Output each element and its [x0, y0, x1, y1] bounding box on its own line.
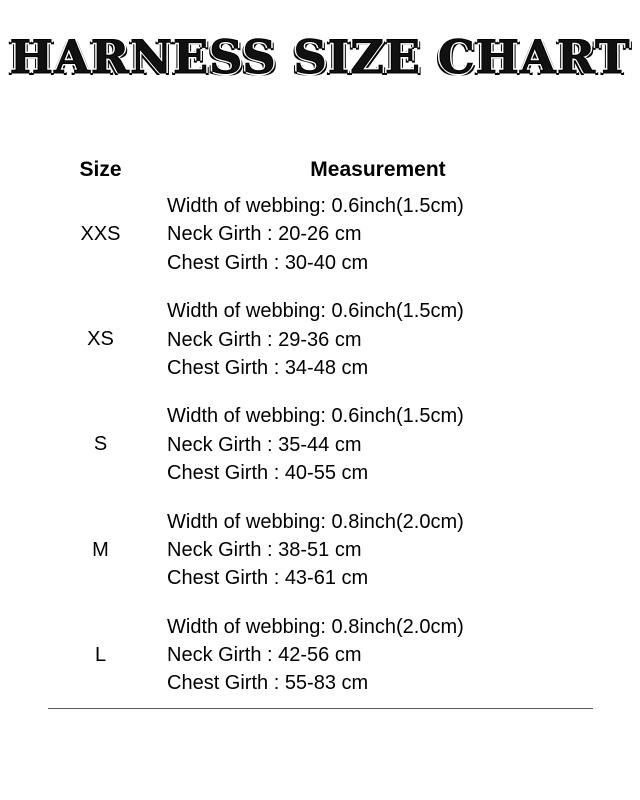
cell-size: M	[92, 538, 109, 561]
size-chart-table-container	[48, 158, 593, 709]
measurement-line-webbing: Width of webbing: 0.8inch(2.0cm)	[167, 510, 464, 533]
column-header-size: Size	[79, 158, 122, 181]
page-title: HARNESS SIZE CHART	[9, 30, 631, 84]
cell-measurement	[153, 287, 593, 392]
cell-measurement	[153, 182, 593, 287]
measurement-line-neck-girth: Neck Girth : 35-44 cm	[167, 433, 362, 456]
measurement-line-chest-girth: Chest Girth : 34-48 cm	[167, 356, 369, 379]
table-row	[48, 603, 593, 709]
size-chart-table	[48, 158, 593, 709]
cell-measurement	[153, 498, 593, 603]
table-row	[48, 182, 593, 287]
measurement-line-webbing: Width of webbing: 0.6inch(1.5cm)	[167, 300, 464, 323]
measurement-line-chest-girth: Chest Girth : 55-83 cm	[167, 672, 369, 695]
table-header-row	[48, 158, 593, 182]
measurement-line-webbing: Width of webbing: 0.8inch(2.0cm)	[167, 615, 464, 638]
cell-size: XS	[87, 328, 114, 351]
table-row	[48, 287, 593, 392]
measurement-line-chest-girth: Chest Girth : 30-40 cm	[167, 251, 369, 274]
cell-size: S	[93, 433, 108, 456]
cell-size: XXS	[80, 223, 121, 246]
measurement-line-webbing: Width of webbing: 0.6inch(1.5cm)	[167, 195, 464, 217]
measurement-line-neck-girth: Neck Girth : 38-51 cm	[167, 538, 362, 561]
measurement-line-neck-girth: Neck Girth : 20-26 cm	[167, 223, 362, 246]
measurement-line-neck-girth: Neck Girth : 29-36 cm	[167, 328, 362, 351]
measurement-line-neck-girth: Neck Girth : 42-56 cm	[167, 644, 362, 667]
column-header-measurement: Measurement	[310, 158, 446, 181]
cell-size: L	[48, 603, 153, 709]
measurement-line-webbing: Width of webbing: 0.6inch(1.5cm)	[167, 405, 464, 428]
measurement-line-chest-girth: Chest Girth : 40-55 cm	[167, 462, 369, 485]
measurement-line-chest-girth: Chest Girth : 43-61 cm	[167, 567, 369, 590]
cell-measurement	[153, 603, 593, 709]
cell-measurement	[153, 392, 593, 497]
table-row	[48, 498, 593, 603]
table-row	[48, 392, 593, 497]
